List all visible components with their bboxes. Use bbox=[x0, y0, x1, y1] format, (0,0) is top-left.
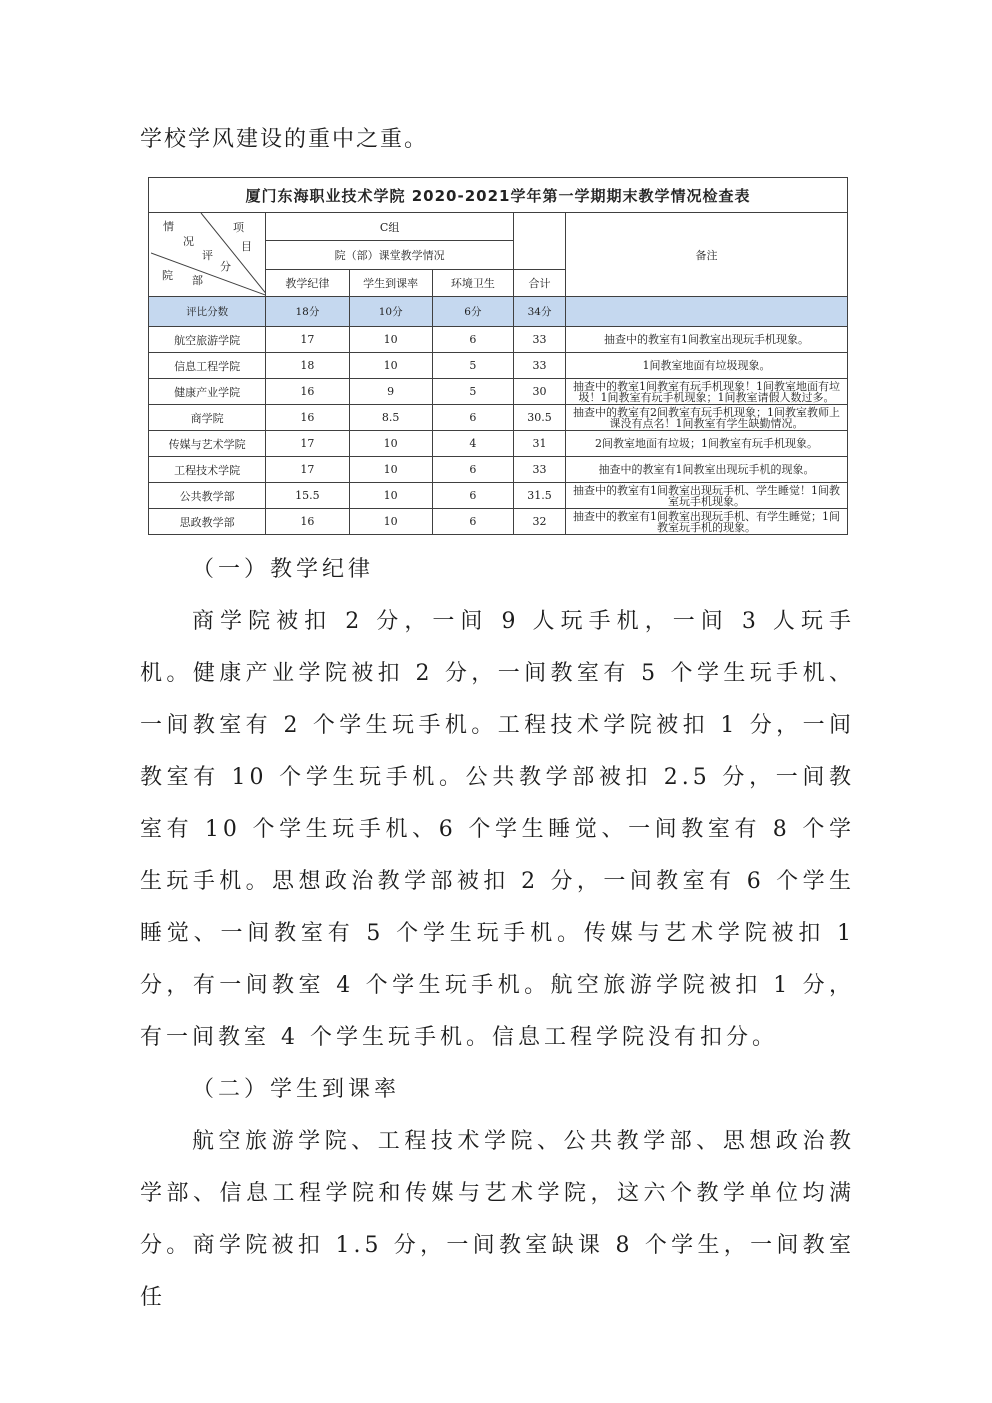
score-row-value: 18分 bbox=[266, 297, 349, 327]
score-row-remark bbox=[566, 297, 848, 327]
corner-word-score: 分 bbox=[220, 260, 231, 273]
section2-heading: （二）学生到课率 bbox=[192, 1077, 401, 1102]
corner-word-situation: 况 bbox=[183, 235, 194, 248]
cell-remark: 1间教室地面有垃圾现象。 bbox=[566, 353, 848, 379]
corner-word-department: 院 bbox=[162, 269, 173, 282]
table-row bbox=[149, 431, 848, 457]
remark-header: 备注 bbox=[566, 213, 848, 297]
cell-score: 33 bbox=[513, 457, 565, 483]
corner-word-item: 目 bbox=[241, 240, 252, 253]
table-row bbox=[149, 483, 848, 509]
cell-college-name: 信息工程学院 bbox=[149, 353, 266, 379]
table-row bbox=[149, 327, 848, 353]
corner-word-situation: 情 bbox=[163, 220, 174, 233]
score-row-value: 6分 bbox=[432, 297, 513, 327]
cell-score: 33 bbox=[513, 327, 565, 353]
corner-header-cell bbox=[149, 213, 266, 297]
cell-score: 30 bbox=[513, 379, 565, 405]
empty-header-cell bbox=[513, 213, 565, 270]
table-row bbox=[149, 353, 848, 379]
group-header: C组 bbox=[266, 213, 514, 241]
cell-score: 10 bbox=[349, 457, 432, 483]
cell-score: 33 bbox=[513, 353, 565, 379]
section1-paragraph: 商学院被扣 2 分，一间 9 人玩手机，一间 3 人玩手机。健康产业学院被扣 2 分，一间教室有 5 个学生玩手机、一间教室有 2 个学生玩手机。工程技术学院被扣 1 分，一间教室有 10 个学生玩手机。公共教学部被扣 2.5 分，一间教室有 10 个学生玩手机、6 个学生睡觉、一间教室有 8 个学生玩手机。思想政治教学部被扣 2 分，一间教室有 6 个学生睡觉、一间教室有 5 个学生玩手机。传媒与艺术学院被扣 1 分，有一间教室 4 个学生玩手机。航空旅游学院被扣 1 分，有一间教室 4 个学生玩手机。信息工程学院没有扣分。 bbox=[140, 609, 855, 1050]
body-text bbox=[140, 544, 855, 1324]
table-row bbox=[149, 457, 848, 483]
cell-remark: 抽查中的教室有1间教室出现玩手机、学生睡觉！1间教室玩手机现象。 bbox=[566, 483, 848, 509]
section2-paragraph: 航空旅游学院、工程技术学院、公共教学部、思想政治教学部、信息工程学院和传媒与艺术学院，这六个教学单位均满分。商学院被扣 1.5 分，一间教室缺课 8 个学生，一间教室任 bbox=[140, 1129, 855, 1310]
table-row bbox=[149, 509, 848, 535]
cell-score: 6 bbox=[432, 405, 513, 431]
cell-score: 10 bbox=[349, 483, 432, 509]
cell-score: 32 bbox=[513, 509, 565, 535]
cell-score: 18 bbox=[266, 353, 349, 379]
column-header-discipline: 教学纪律 bbox=[266, 269, 349, 296]
column-header-hygiene: 环境卫生 bbox=[432, 269, 513, 296]
cell-score: 17 bbox=[266, 327, 349, 353]
cell-score: 10 bbox=[349, 509, 432, 535]
cell-score: 16 bbox=[266, 379, 349, 405]
cell-score: 31.5 bbox=[513, 483, 565, 509]
cell-score: 6 bbox=[432, 457, 513, 483]
cell-score: 30.5 bbox=[513, 405, 565, 431]
cell-score: 5 bbox=[432, 353, 513, 379]
table-title: 厦门东海职业技术学院 2020-2021学年第一学期期末教学情况检查表 bbox=[149, 178, 848, 213]
cell-score: 4 bbox=[432, 431, 513, 457]
intro-line: 学校学风建设的重中之重。 bbox=[140, 127, 429, 152]
corner-word-score: 评 bbox=[202, 249, 213, 262]
cell-college-name: 工程技术学院 bbox=[149, 457, 266, 483]
table-row bbox=[149, 379, 848, 405]
column-header-total: 合计 bbox=[513, 269, 565, 296]
table-row bbox=[149, 405, 848, 431]
cell-remark: 抽查中的教室有1间教室出现玩手机、有学生睡觉；1间教室玩手机的现象。 bbox=[566, 509, 848, 535]
cell-score: 16 bbox=[266, 509, 349, 535]
cell-score: 9 bbox=[349, 379, 432, 405]
cell-score: 16 bbox=[266, 405, 349, 431]
corner-word-department: 部 bbox=[192, 274, 203, 287]
cell-score: 8.5 bbox=[349, 405, 432, 431]
column-header-attendance: 学生到课率 bbox=[349, 269, 432, 296]
score-row-value: 10分 bbox=[349, 297, 432, 327]
section1-heading: （一）教学纪律 bbox=[192, 557, 375, 582]
cell-score: 10 bbox=[349, 431, 432, 457]
cell-college-name: 健康产业学院 bbox=[149, 379, 266, 405]
cell-college-name: 思政教学部 bbox=[149, 509, 266, 535]
table-title-row bbox=[149, 178, 848, 213]
cell-remark: 抽查中的教室有1间教室出现玩手机的现象。 bbox=[566, 457, 848, 483]
score-row-label: 评比分数 bbox=[149, 297, 266, 327]
corner-header bbox=[151, 213, 263, 296]
inspection-table bbox=[148, 177, 848, 535]
cell-college-name: 航空旅游学院 bbox=[149, 327, 266, 353]
cell-score: 10 bbox=[349, 327, 432, 353]
cell-college-name: 传媒与艺术学院 bbox=[149, 431, 266, 457]
score-row bbox=[149, 297, 848, 327]
subgroup-header: 院（部）课堂教学情况 bbox=[266, 241, 514, 269]
cell-score: 6 bbox=[432, 327, 513, 353]
cell-score: 6 bbox=[432, 509, 513, 535]
cell-remark: 抽查中的教室1间教室有玩手机现象！1间教室地面有垃圾！1间教室有玩手机现象；1间教室请假人数过多。 bbox=[566, 379, 848, 405]
cell-score: 17 bbox=[266, 431, 349, 457]
cell-remark: 抽查中的教室有2间教室有玩手机现象；1间教室教师上课没有点名！1间教室有学生缺勤情况。 bbox=[566, 405, 848, 431]
cell-score: 17 bbox=[266, 457, 349, 483]
corner-word-item: 项 bbox=[233, 221, 244, 234]
cell-score: 15.5 bbox=[266, 483, 349, 509]
table-header-row-group bbox=[149, 213, 848, 241]
cell-college-name: 商学院 bbox=[149, 405, 266, 431]
cell-remark: 抽查中的教室有1间教室出现玩手机现象。 bbox=[566, 327, 848, 353]
cell-score: 10 bbox=[349, 353, 432, 379]
cell-remark: 2间教室地面有垃圾；1间教室有玩手机现象。 bbox=[566, 431, 848, 457]
cell-score: 31 bbox=[513, 431, 565, 457]
cell-college-name: 公共教学部 bbox=[149, 483, 266, 509]
cell-score: 6 bbox=[432, 483, 513, 509]
score-row-value: 34分 bbox=[513, 297, 565, 327]
cell-score: 5 bbox=[432, 379, 513, 405]
